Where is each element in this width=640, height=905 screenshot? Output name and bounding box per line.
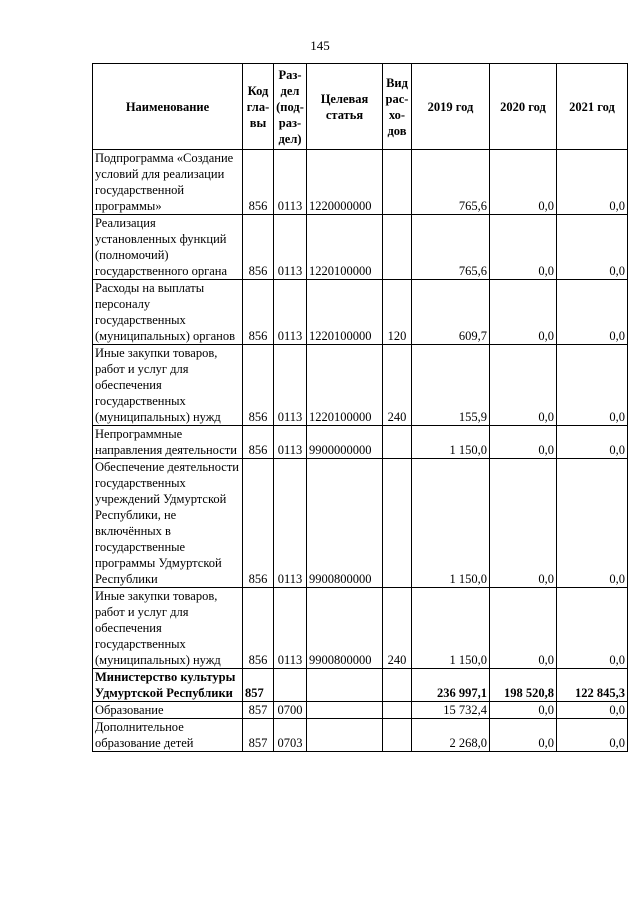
table-row (93, 426, 628, 459)
row-target (307, 702, 383, 719)
row-name: Подпрограмма «Создание условий для реализации государственной программы» (93, 150, 243, 215)
row-2021: 0,0 (557, 702, 628, 719)
row-section: 0113 (274, 280, 307, 345)
row-2019: 765,6 (412, 215, 490, 280)
row-2019: 2 268,0 (412, 719, 490, 752)
table-row (93, 669, 628, 702)
row-name: Иные закупки товаров, работ и услуг для обеспечения государственных (муниципальных) нужд (93, 588, 243, 669)
table-row (93, 280, 628, 345)
row-target: 9900800000 (307, 459, 383, 588)
header-row (93, 64, 628, 150)
row-2019: 1 150,0 (412, 588, 490, 669)
row-2019: 155,9 (412, 345, 490, 426)
header-2020: 2020 год (490, 64, 557, 150)
row-section: 0113 (274, 215, 307, 280)
row-expense: 120 (383, 280, 412, 345)
row-chapter: 856 (243, 588, 274, 669)
row-name: Расходы на выплаты персоналу государственных (муниципальных) органов (93, 280, 243, 345)
table-row (93, 719, 628, 752)
row-expense (383, 215, 412, 280)
row-expense (383, 459, 412, 588)
row-2019: 765,6 (412, 150, 490, 215)
row-name: Непрограммные направления деятельности (93, 426, 243, 459)
row-2021: 0,0 (557, 345, 628, 426)
row-name: Реализация установленных функций (полномочий) государственного органа (93, 215, 243, 280)
row-2019: 609,7 (412, 280, 490, 345)
page-number: 145 (310, 38, 330, 53)
row-expense (383, 719, 412, 752)
row-2020: 198 520,8 (490, 669, 557, 702)
row-2021: 0,0 (557, 215, 628, 280)
row-chapter: 856 (243, 345, 274, 426)
header-2019: 2019 год (412, 64, 490, 150)
row-chapter: 856 (243, 459, 274, 588)
table-row (93, 215, 628, 280)
header-section: Раз-дел (под-раз-дел) (274, 64, 307, 150)
row-2021: 0,0 (557, 459, 628, 588)
row-2020: 0,0 (490, 459, 557, 588)
row-expense: 240 (383, 588, 412, 669)
row-chapter: 856 (243, 426, 274, 459)
row-section: 0113 (274, 459, 307, 588)
header-name: Наименование (93, 64, 243, 150)
row-2020: 0,0 (490, 588, 557, 669)
row-section: 0703 (274, 719, 307, 752)
header-target: Целевая статья (307, 64, 383, 150)
row-target (307, 719, 383, 752)
row-expense (383, 426, 412, 459)
row-2019: 236 997,1 (412, 669, 490, 702)
table-row (93, 459, 628, 588)
header-expense: Вид рас-хо-дов (383, 64, 412, 150)
row-section: 0700 (274, 702, 307, 719)
row-name: Дополнительное образование детей (93, 719, 243, 752)
row-chapter: 856 (243, 150, 274, 215)
header-2021: 2021 год (557, 64, 628, 150)
row-chapter: 857 (243, 669, 274, 702)
row-target: 9900000000 (307, 426, 383, 459)
row-2020: 0,0 (490, 426, 557, 459)
table-row (93, 150, 628, 215)
row-expense (383, 150, 412, 215)
row-2020: 0,0 (490, 719, 557, 752)
row-2021: 0,0 (557, 588, 628, 669)
row-2020: 0,0 (490, 215, 557, 280)
table-row (93, 702, 628, 719)
row-section: 0113 (274, 426, 307, 459)
row-target: 1220100000 (307, 215, 383, 280)
row-chapter: 857 (243, 702, 274, 719)
row-section: 0113 (274, 345, 307, 426)
table-row (93, 345, 628, 426)
row-chapter: 857 (243, 719, 274, 752)
budget-table (92, 63, 628, 752)
row-2021: 0,0 (557, 280, 628, 345)
row-2021: 0,0 (557, 719, 628, 752)
header-chapter: Код гла-вы (243, 64, 274, 150)
row-target: 1220000000 (307, 150, 383, 215)
row-target: 1220100000 (307, 280, 383, 345)
row-2019: 15 732,4 (412, 702, 490, 719)
row-target: 1220100000 (307, 345, 383, 426)
row-expense (383, 669, 412, 702)
row-2019: 1 150,0 (412, 459, 490, 588)
row-2021: 122 845,3 (557, 669, 628, 702)
row-chapter: 856 (243, 215, 274, 280)
row-name: Образование (93, 702, 243, 719)
row-expense (383, 702, 412, 719)
table-row (93, 588, 628, 669)
row-name: Министерство культуры Удмуртской Республики (93, 669, 243, 702)
row-chapter: 856 (243, 280, 274, 345)
row-2019: 1 150,0 (412, 426, 490, 459)
row-section: 0113 (274, 588, 307, 669)
row-2020: 0,0 (490, 702, 557, 719)
row-name: Обеспечение деятельности государственных учреждений Удмуртской Республики, не включённых в государственные программы Удмуртской Республики (93, 459, 243, 588)
row-2020: 0,0 (490, 280, 557, 345)
row-2021: 0,0 (557, 426, 628, 459)
row-2020: 0,0 (490, 150, 557, 215)
row-section (274, 669, 307, 702)
row-section: 0113 (274, 150, 307, 215)
row-2021: 0,0 (557, 150, 628, 215)
row-target: 9900800000 (307, 588, 383, 669)
row-name: Иные закупки товаров, работ и услуг для обеспечения государственных (муниципальных) нужд (93, 345, 243, 426)
row-2020: 0,0 (490, 345, 557, 426)
row-target (307, 669, 383, 702)
row-expense: 240 (383, 345, 412, 426)
